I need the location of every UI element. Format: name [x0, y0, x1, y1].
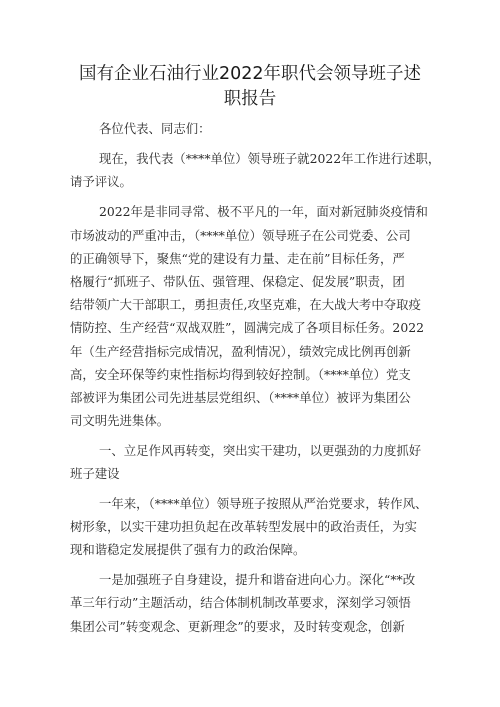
body-line: 一年来，（****单位）领导班子按照从严治党要求，转作风、 [99, 496, 428, 511]
body-line: 市场波动的严重冲击，（****单位）领导班子在公司党委、公司 [70, 228, 411, 243]
body-line: 2022年是非同寻常、极不平凡的一年，面对新冠肺炎疫情和 [99, 204, 428, 219]
body-line: 革三年行动”主题活动，结合体制机制改革要求，深刻学习领悟 [70, 595, 411, 610]
body-line: 集团公司”转变观念、更新理念”的要求，及时转变观念，创新 [70, 619, 405, 634]
body-line: 现和谐稳定发展提供了强有力的政治保障。 [70, 542, 306, 557]
body-line: 部被评为集团公司先进基层党组织、（****单位）被评为集团公 [70, 390, 411, 405]
document-title-line-2: 职报告 [223, 89, 277, 109]
body-line: 的正确领导下，聚焦“党的建设有力量、走在前”目标任务，严 [70, 251, 405, 266]
body-line: 年（生产经营指标完成情况，盈利情况），绩效完成比例再创新 [70, 344, 411, 359]
body-line: 各位代表、同志们： [99, 121, 211, 136]
body-line: 格履行“抓班子、带队伍、强管理、保稳定、促发展”职责，团 [70, 274, 405, 289]
body-line: 请予评议。 [70, 174, 132, 189]
body-line: 树形象，以实干建功担负起在改革转型发展中的政治责任，为实 [70, 519, 417, 534]
document-title-line-1: 国有企业石油行业2022年职代会领导班子述 [78, 64, 422, 84]
section-heading-line: 班子建设 [70, 466, 120, 481]
body-line: 现在，我代表（****单位）领导班子就2022年工作进行述职， [99, 151, 441, 166]
body-line: 结带领广大干部职工，勇担责任,攻坚克难，在大战大考中夺取疫 [70, 297, 421, 312]
section-heading-line: 一、立足作风再转变，突出实干建功，以更强劲的力度抓好 [99, 443, 422, 458]
body-line: 情防控、生产经营“双战双胜”，圆满完成了各项目标任务。2022 [70, 320, 424, 335]
body-line: 一是加强班子自身建设，提升和谐奋进向心力。深化“**改 [99, 572, 416, 587]
body-line: 司文明先进集体。 [70, 413, 170, 428]
body-line: 高，安全环保等约束性指标均得到较好控制。（****单位）党支 [70, 367, 411, 382]
